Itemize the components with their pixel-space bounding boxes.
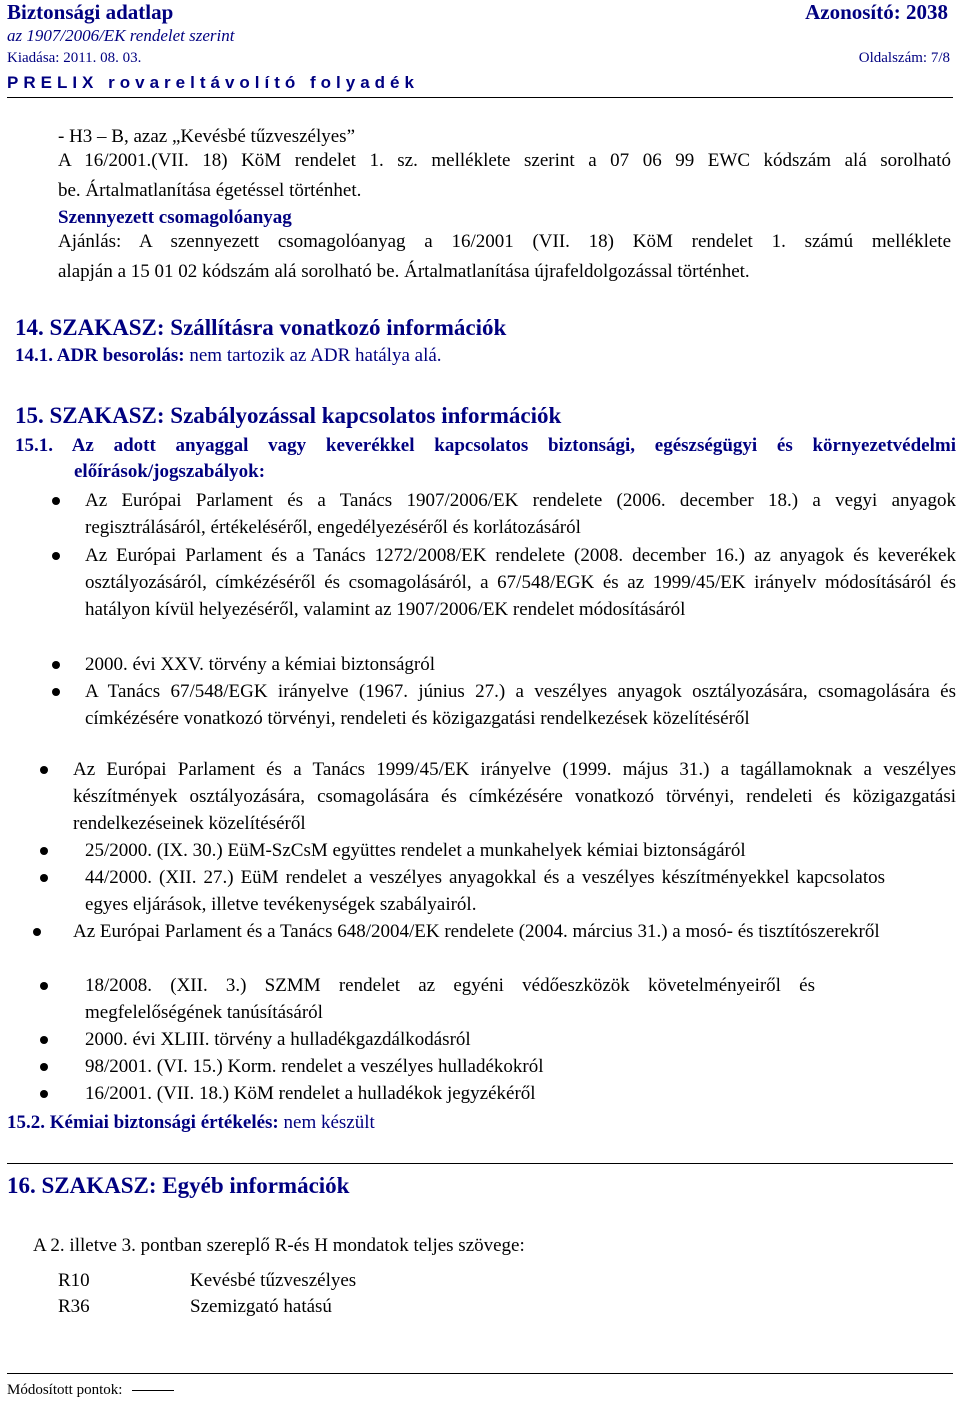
phrase-code: R36: [58, 1296, 90, 1317]
modified-points-label: Módosított pontok:: [7, 1382, 123, 1398]
section-15-heading: 15. SZAKASZ: Szabályozással kapcsolatos információk: [15, 403, 562, 428]
packaging-heading: Szennyezett csomagolóanyag: [58, 207, 292, 228]
list-item: 2000. évi XXV. törvény a kémiai biztonságról: [85, 654, 436, 675]
waste-code-line-1: A 16/2001.(VII. 18) KöM rendelet 1. sz. melléklete szerint a 07 06 99 EWC kódszám alá sorolható: [58, 150, 951, 171]
phrase-text: Kevésbé tűzveszélyes: [190, 1270, 357, 1291]
section-divider: [7, 1163, 953, 1164]
document-subtitle: az 1907/2006/EK rendelet szerint: [7, 26, 235, 45]
list-bullet: [40, 1090, 48, 1098]
assessment-value: nem készült: [278, 1112, 375, 1133]
hazard-class-line: - H3 – B, azaz „Kevésbé tűzveszélyes”: [58, 126, 355, 147]
phrase-code: R10: [58, 1270, 90, 1291]
footer-note: [7, 1382, 174, 1399]
issue-date: Kiadása: 2011. 08. 03.: [7, 50, 142, 66]
phrase-text: Szemizgató hatású: [190, 1296, 332, 1317]
list-bullet: [52, 661, 60, 669]
adr-classification: [15, 345, 442, 367]
list-item: 98/2001. (VI. 15.) Korm. rendelet a veszélyes hulladékokról: [85, 1056, 544, 1077]
list-bullet: [40, 847, 48, 855]
section-14-heading: 14. SZAKASZ: Szállításra vonatkozó információk: [15, 315, 507, 340]
document-id: Azonosító: 2038: [805, 0, 948, 24]
adr-label: 14.1. ADR besorolás:: [15, 345, 185, 366]
list-item: Az Európai Parlament és a Tanács 648/2004/EK rendelete (2004. március 31.) a mosó- és tisztítószerekről: [73, 921, 880, 942]
adr-value: nem tartozik az ADR hatálya alá.: [184, 345, 442, 366]
list-item: 44/2000. (XII. 27.) EüM rendelet a veszélyes anyagokkal és a veszélyes készítményekkel kapcsolatos egyes eljárások, illetve tevékenységek szabályairól.: [85, 867, 885, 915]
list-bullet: [40, 982, 48, 990]
footer-divider: [7, 1373, 953, 1374]
list-bullet: [52, 552, 60, 560]
section-15-1-line-2: előírások/jogszabályok:: [74, 461, 266, 482]
page-number: Oldalszám: 7/8: [858, 50, 950, 66]
list-item: Az Európai Parlament és a Tanács 1907/2006/EK rendelete (2006. december 18.) a vegyi anyagok regisztrálásáról, értékeléséről, engedélyezéséről és korlátozásáról: [85, 490, 956, 538]
section-16-heading: 16. SZAKASZ: Egyéb információk: [7, 1173, 350, 1198]
section-15-1-line-1: 15.1. Az adott anyaggal vagy keverékkel kapcsolatos biztonsági, egészségügyi és környezetvédelmi: [15, 435, 956, 456]
packaging-line-2: alapján a 15 01 02 kódszám alá sorolható be. Ártalmatlanítása újrafeldolgozással történhet.: [58, 261, 750, 282]
list-bullet: [40, 1036, 48, 1044]
footer-dash: [132, 1390, 174, 1391]
header-divider: [7, 97, 953, 98]
list-bullet: [40, 1063, 48, 1071]
list-bullet: [40, 766, 48, 774]
chemical-safety-assessment: [7, 1112, 375, 1134]
list-bullet: [40, 874, 48, 882]
list-bullet: [52, 688, 60, 696]
list-bullet: [33, 928, 41, 936]
list-item: 16/2001. (VII. 18.) KöM rendelet a hulladékok jegyzékéről: [85, 1083, 536, 1104]
phrases-intro: A 2. illetve 3. pontban szereplő R-és H mondatok teljes szövege:: [33, 1235, 525, 1256]
list-item: Az Európai Parlament és a Tanács 1272/2008/EK rendelete (2008. december 16.) az anyagok és keverékek osztályozásáról, címkézéséről és csomagolásáról, a 67/548/EGK és az 1999/45/EK irányelv módosításáról és hatályon kívül helyezéséről, valamint az 1907/2006/EK rendelet módosításáról: [85, 545, 956, 620]
product-name: PRELIX rovareltávolító folyadék: [7, 73, 419, 92]
list-item: A Tanács 67/548/EGK irányelve (1967. június 27.) a veszélyes anyagok osztályozására, csomagolására és címkézésére vonatkozó törvényi, rendeleti és közigazgatási rendelkezések közelítéséről: [85, 681, 956, 729]
list-bullet: [52, 497, 60, 505]
list-item: Az Európai Parlament és a Tanács 1999/45/EK irányelve (1999. május 31.) a tagállamoknak a veszélyes készítmények osztályozására, csomagolására és címkézésére vonatkozó törvényi, rendeleti és közigazgatási rendelkezéseinek közelítéséről: [73, 759, 956, 834]
document-title: Biztonsági adatlap: [7, 0, 174, 24]
list-item: 18/2008. (XII. 3.) SZMM rendelet az egyéni védőeszközök követelményeiről és megfelelőségének tanúsításáról: [85, 975, 815, 1023]
packaging-line-1: Ajánlás: A szennyezett csomagolóanyag a 16/2001 (VII. 18) KöM rendelet 1. számú melléklete: [58, 231, 951, 252]
assessment-label: 15.2. Kémiai biztonsági értékelés:: [7, 1112, 279, 1133]
list-item: 2000. évi XLIII. törvény a hulladékgazdálkodásról: [85, 1029, 471, 1050]
waste-code-line-2: be. Ártalmatlanítása égetéssel történhet.: [58, 180, 362, 201]
list-item: 25/2000. (IX. 30.) EüM-SzCsM együttes rendelet a munkahelyek kémiai biztonságáról: [85, 840, 746, 861]
